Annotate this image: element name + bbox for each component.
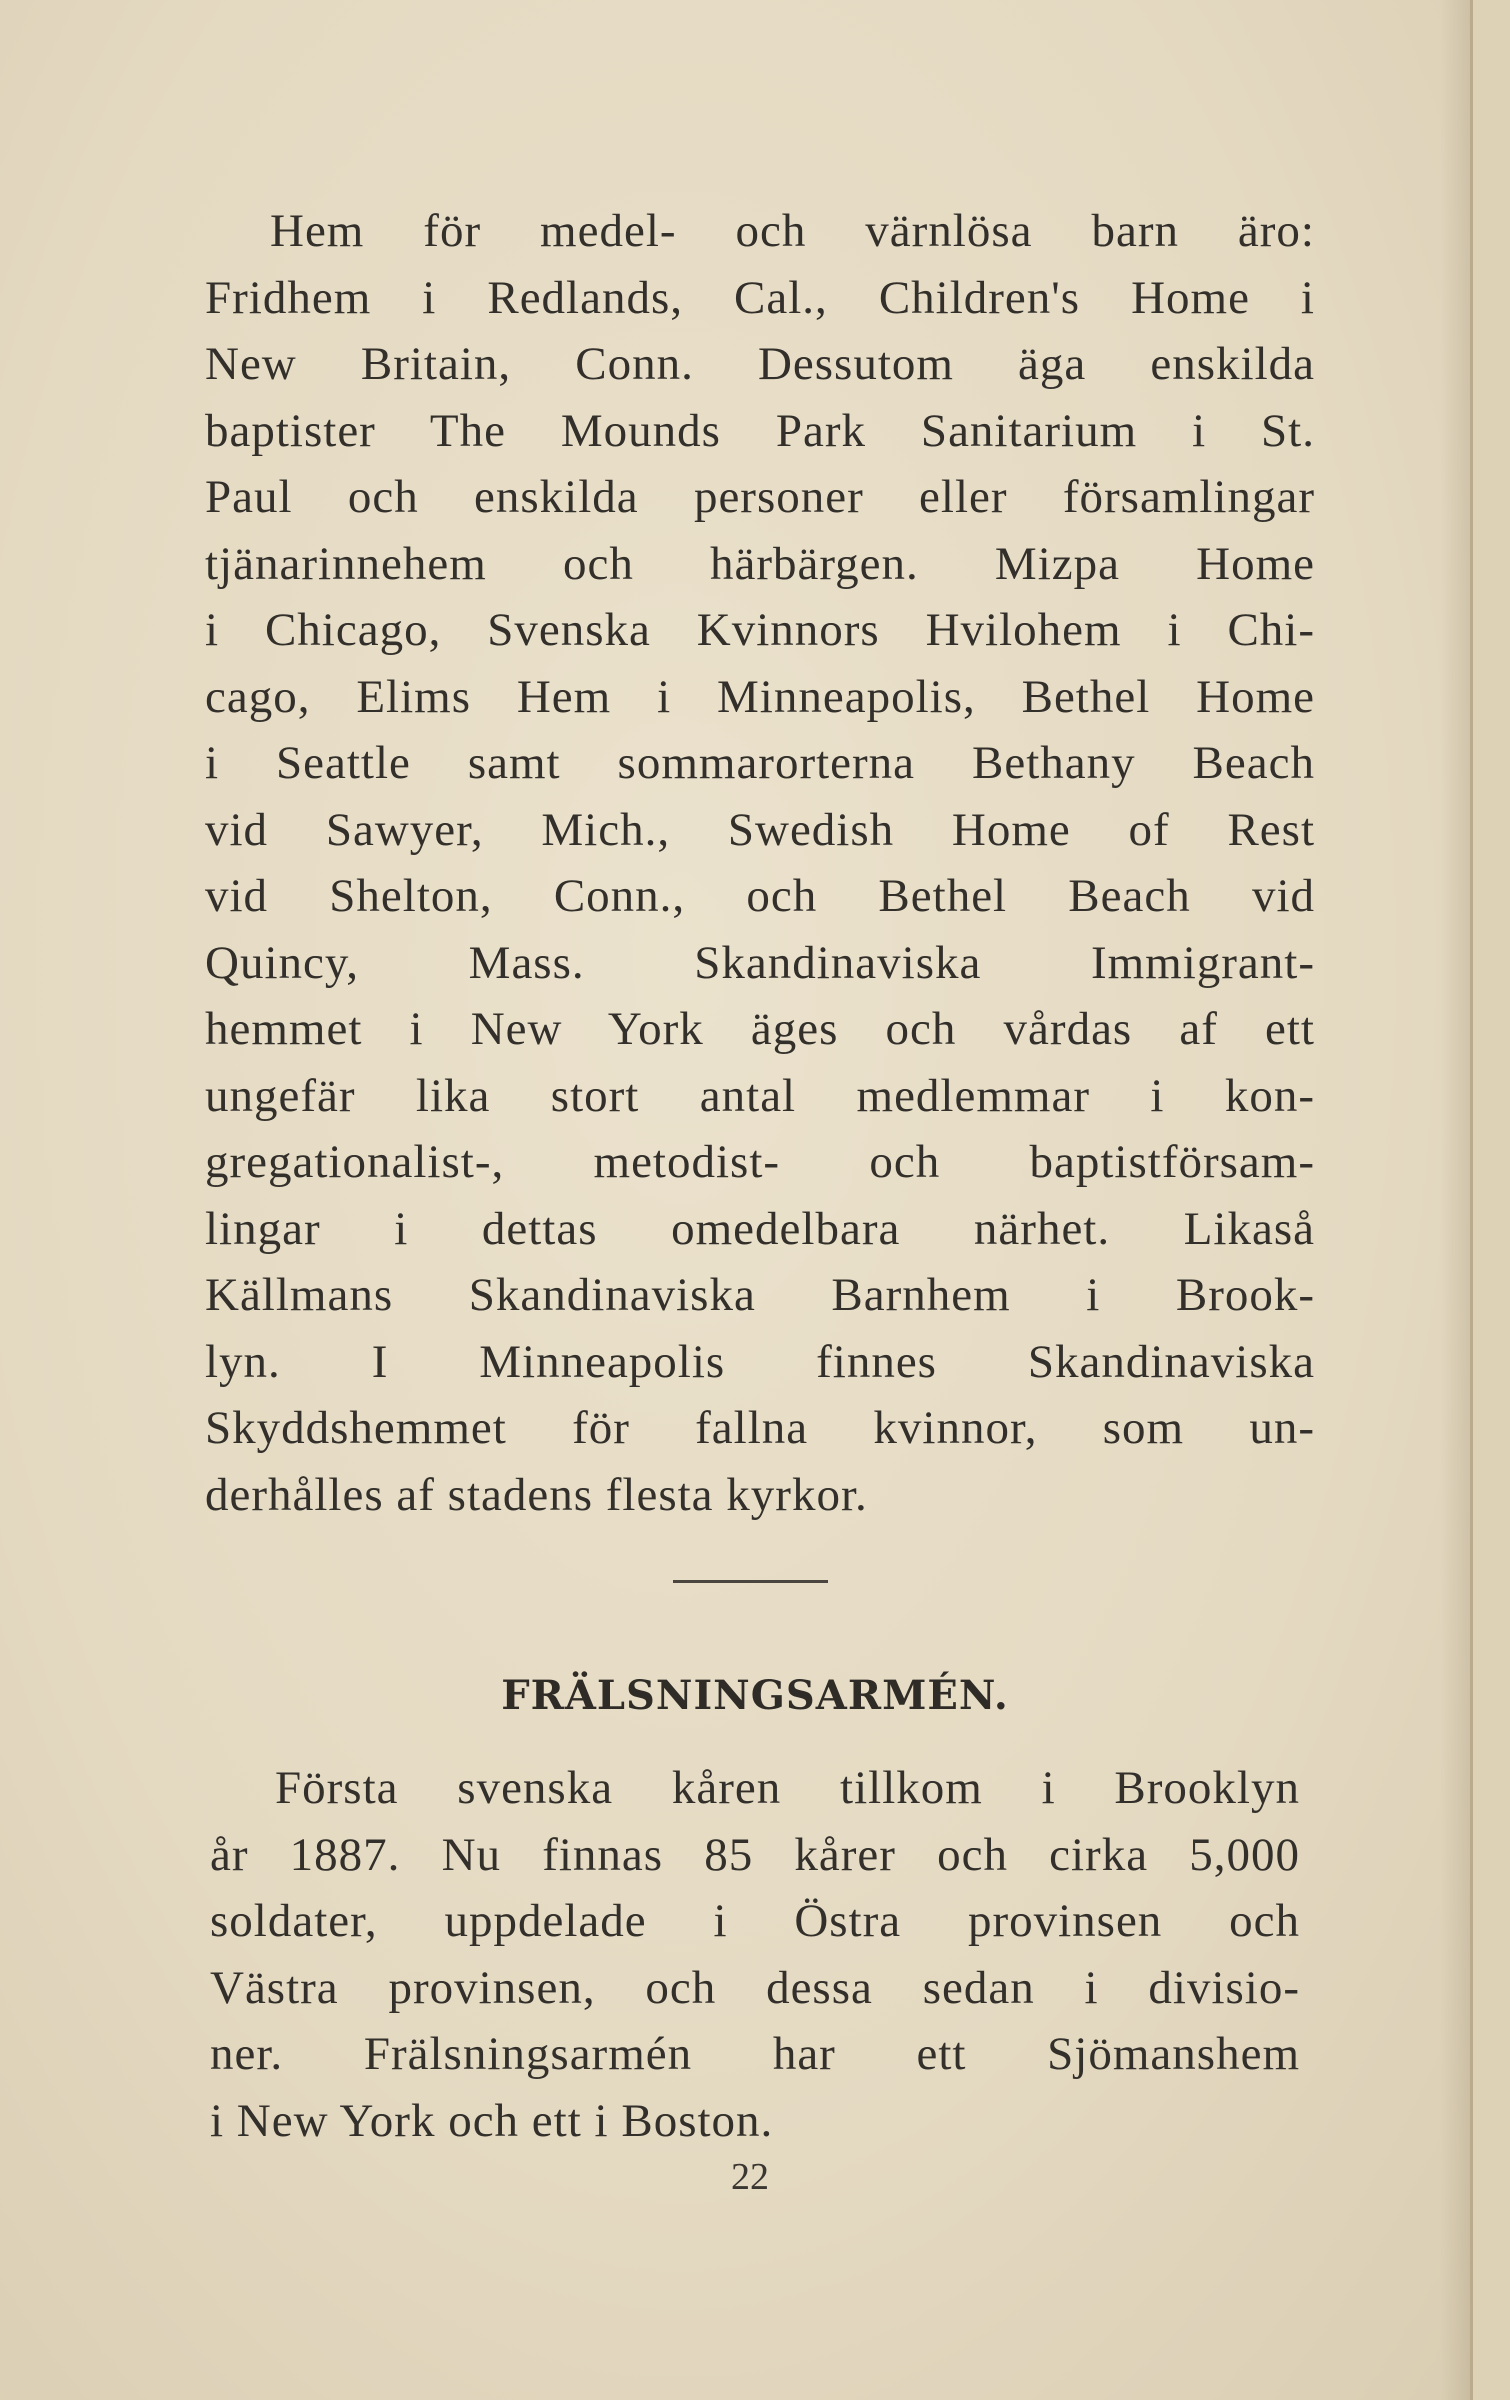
next-page-strip [1473, 0, 1510, 2400]
section-heading: FRÄLSNINGSARMÉN. [501, 1672, 1009, 1719]
text-line: Källmans Skandinaviska Barnhem i Brook- [205, 1269, 1315, 1321]
page-number: 22 [731, 2156, 769, 2198]
page-edge-shadow [1440, 0, 1470, 2400]
text-line: lyn. I Minneapolis finnes Skandinaviska [205, 1335, 1315, 1388]
text-line: Quincy, Mass. Skandinaviska Immigrant- [205, 936, 1315, 989]
text-line: cago, Elims Hem i Minneapolis, Bethel Home [205, 670, 1315, 723]
text-line: hemmet i New York äges och vårdas af ett [205, 1003, 1315, 1055]
text-line: ner. Frälsningsarmén har ett Sjömanshem [210, 2028, 1300, 2080]
text-line: i New York och ett i Boston. [210, 2094, 774, 2147]
text-line: Första svenska kåren tillkom i Brooklyn [275, 1762, 1300, 1814]
text-line: baptister The Mounds Park Sanitarium i St. [205, 404, 1315, 457]
text-line: tjänarinnehem och härbärgen. Mizpa Home [205, 537, 1315, 590]
text-line: soldater, uppdelade i Östra provinsen och [210, 1895, 1300, 1947]
text-line: gregationalist-, metodist- och baptistförsam- [205, 1136, 1315, 1188]
text-line: vid Sawyer, Mich., Swedish Home of Rest [205, 803, 1315, 856]
text-line: lingar i dettas omedelbara närhet. Likaså [205, 1202, 1315, 1255]
text-line: Paul och enskilda personer eller församlingar [205, 471, 1315, 523]
text-line: vid Shelton, Conn., och Bethel Beach vid [205, 870, 1315, 922]
text-line: Skyddshemmet för fallna kvinnor, som un- [205, 1402, 1315, 1454]
text-line: Fridhem i Redlands, Cal., Children's Home i [205, 271, 1315, 324]
text-line: ungefär lika stort antal medlemmar i kon- [205, 1069, 1315, 1122]
text-line: New Britain, Conn. Dessutom äga enskilda [205, 338, 1315, 390]
text-line: i Chicago, Svenska Kvinnors Hvilohem i Chi- [205, 604, 1315, 656]
text-line: i Seattle samt sommarorterna Bethany Beach [205, 737, 1315, 789]
text-line: Västra provinsen, och dessa sedan i divisio- [210, 1961, 1300, 2014]
text-line: år 1887. Nu finnas 85 kårer och cirka 5,000 [210, 1828, 1300, 1881]
paragraph-homes [205, 198, 1315, 1528]
section-divider [673, 1580, 828, 1583]
text-line: derhålles af stadens flesta kyrkor. [205, 1468, 868, 1521]
paragraph-salvation-army [210, 1755, 1300, 2154]
text-line: Hem för medel- och värnlösa barn äro: [270, 205, 1315, 257]
